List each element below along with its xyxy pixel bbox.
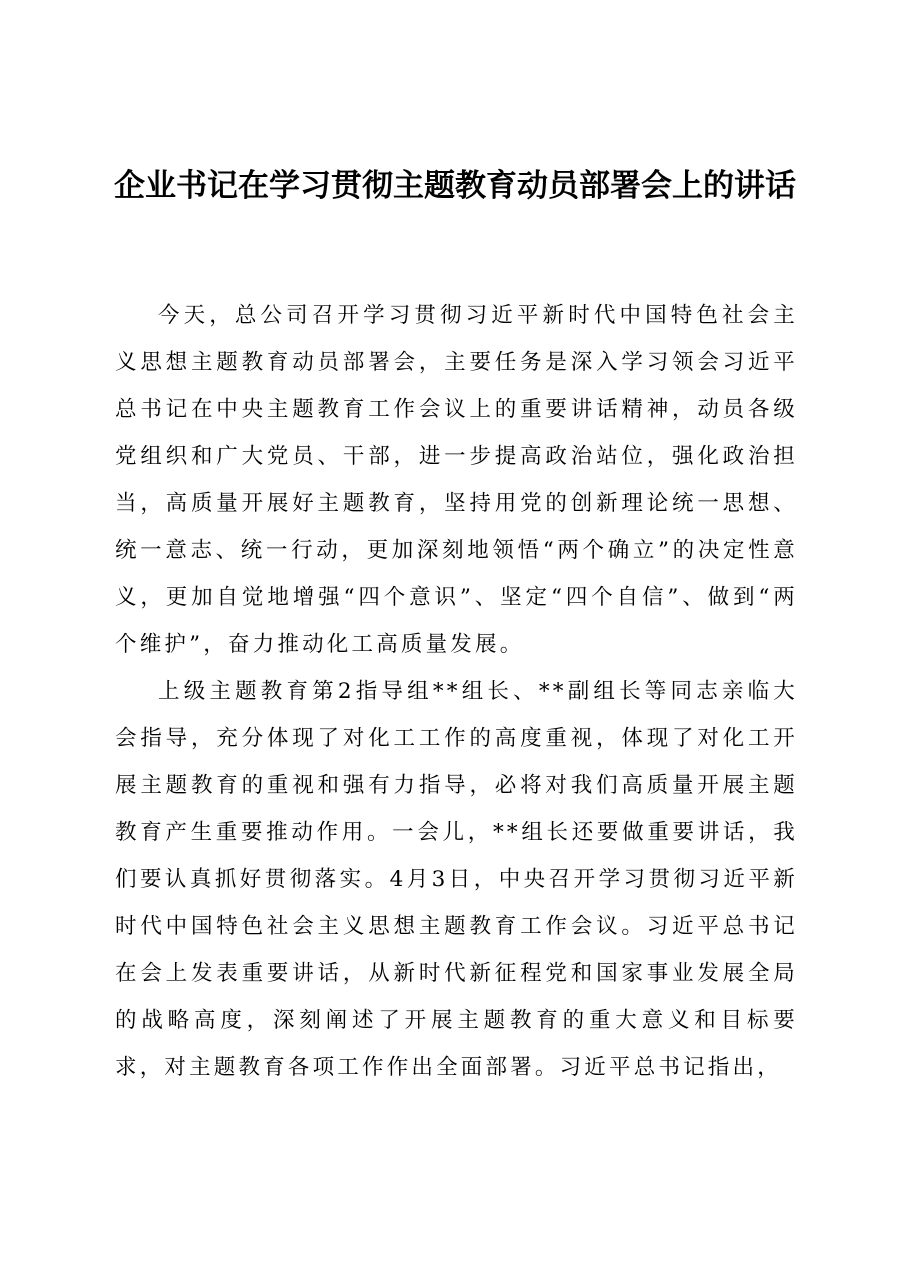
paragraph-2: 上级主题教育第2指导组**组长、**副组长等同志亲临大会指导，充分体现了对化工工作的高度重视，体现了对化工开展主题教育的重视和强有力指导，必将对我们高质量开展主题教育产生重要推动作用。一会儿，**组长还要做重要讲话，我们要认真抓好贯彻落实。4月3日，中央召开学习贯彻习近平新时代中国特色社会主义思想主题教育工作会议。习近平总书记在会上发表重要讲话，从新时代新征程党和国家事业发展全局的战略高度，深刻阐述了开展主题教育的重大意义和目标要求，对主题教育各项工作作出全面部署。习近平总书记指出， [115,679,798,1080]
document-body [115,292,798,1091]
document-title: 企业书记在学习贯彻主题教育动员部署会上的讲话 [114,168,796,204]
paragraph-1: 今天，总公司召开学习贯彻习近平新时代中国特色社会主义思想主题教育动员部署会，主要任务是深入学习领会习近平总书记在中央主题教育工作会议上的重要讲话精神，动员各级党组织和广大党员、干部，进一步提高政治站位，强化政治担当，高质量开展好主题教育，坚持用党的创新理论统一思想、统一意志、统一行动，更加深刻地领悟“两个确立”的决定性意义，更加自觉地增强“四个意识”、坚定“四个自信”、做到“两个维护”，奋力推动化工高质量发展。 [115,303,798,657]
